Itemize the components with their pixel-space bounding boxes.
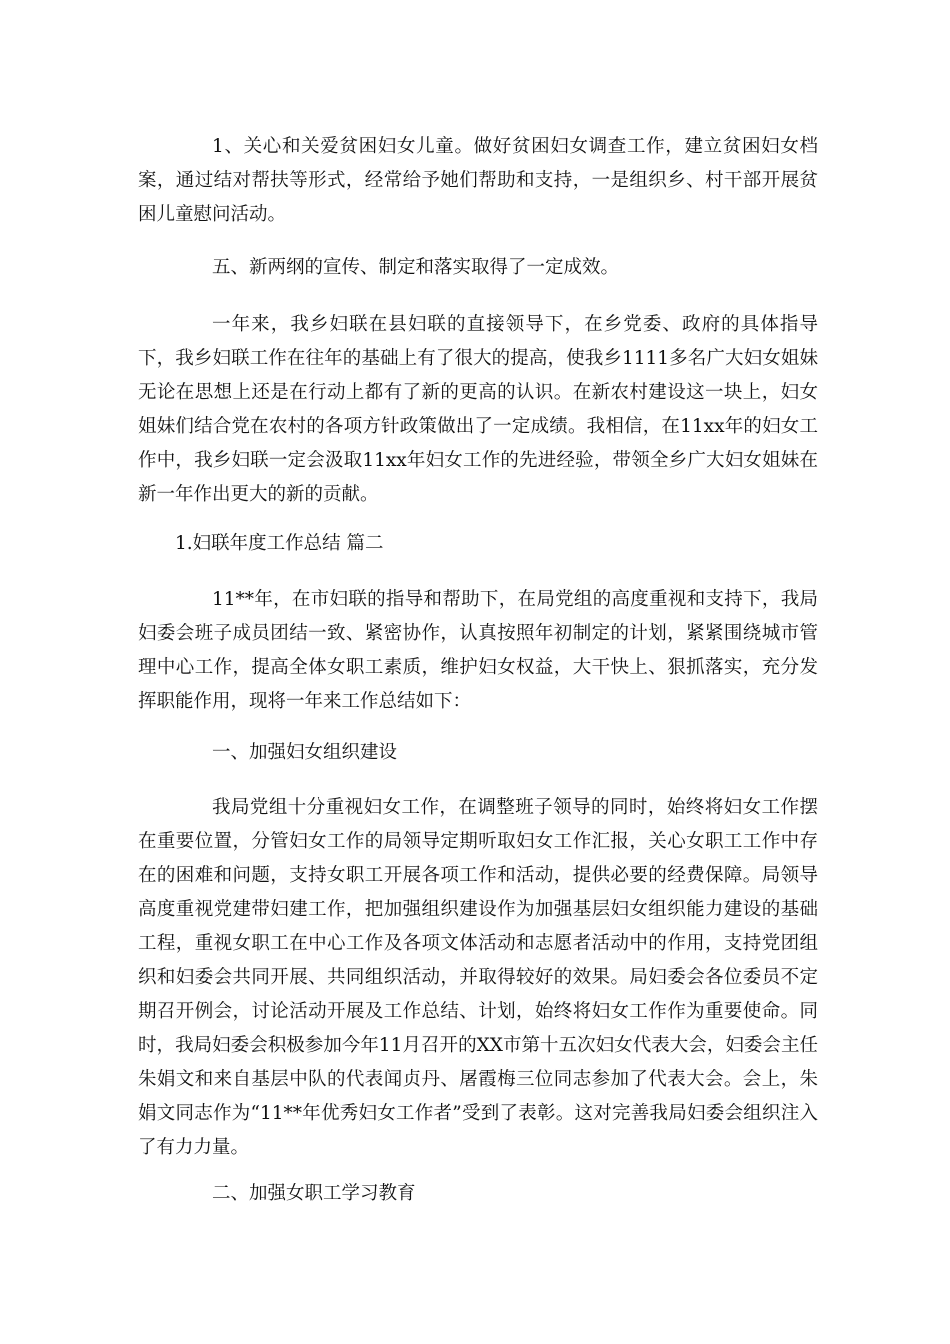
paragraph-intro: 11**年，在市妇联的指导和帮助下，在局党组的高度重视和支持下，我局妇委会班子成员团结一致、紧密协作，认真按照年初制定的计划，紧紧围绕城市管理中心工作，提高全体女职工素质，维护妇女权益，大干快上、狠抓落实，充分发挥职能作用，现将一年来工作总结如下： <box>138 589 818 712</box>
paragraph-organization-building: 我局党组十分重视妇女工作，在调整班子领导的同时，始终将妇女工作摆在重要位置，分管妇女工作的局领导定期听取妇女工作汇报，关心女职工工作中存在的困难和问题，支持女职工开展各项工作和活动，提供必要的经费保障。局领导高度重视党建带妇建工作，把加强组织建设作为加强基层妇女组织能力建设的基础工程，重视女职工在中心工作及各项文体活动和志愿者活动中的作用，支持党团组织和妇委会共同开展、共同组织活动，并取得较好的效果。局妇委会各位委员不定期召开例会，讨论活动开展及工作总结、计划，始终将妇女工作作为重要使命。同时，我局妇委会积极参加今年11月召开的XX市第十五次妇女代表大会，妇委会主任朱娟文和来自基层中队的代表闻贞丹、屠霞梅三位同志参加了代表大会。会上，朱娟文同志作为“11**年优秀妇女工作者”受到了表彰。这对完善我局妇委会组织注入了有力力量。 <box>138 797 818 1158</box>
section-heading-five: 五、新两纲的宣传、制定和落实取得了一定成效。 <box>212 257 620 278</box>
paragraph-year-summary: 一年来，我乡妇联在县妇联的直接领导下，在乡党委、政府的具体指导下，我乡妇联工作在往年的基础上有了很大的提高，使我乡1111多名广大妇女姐妹无论在思想上还是在行动上都有了新的更高的认识。在新农村建设这一块上，妇女姐妹们结合党在农村的各项方针政策做出了一定成绩。我相信，在11xx年的妇女工作中，我乡妇联一定会汲取11xx年妇女工作的先进经验，带领全乡广大妇女姐妹在新一年作出更大的新的贡献。 <box>138 314 818 505</box>
article-heading-part-two: 1.妇联年度工作总结 篇二 <box>175 533 384 554</box>
section-heading-one: 一、加强妇女组织建设 <box>212 742 398 763</box>
paragraph-poor-women-children: 1、关心和关爱贫困妇女儿童。做好贫困妇女调查工作，建立贫困妇女档案，通过结对帮扶等形式，经常给予她们帮助和支持，一是组织乡、村干部开展贫困儿童慰问活动。 <box>138 136 818 225</box>
section-heading-two: 二、加强女职工学习教育 <box>212 1183 416 1204</box>
